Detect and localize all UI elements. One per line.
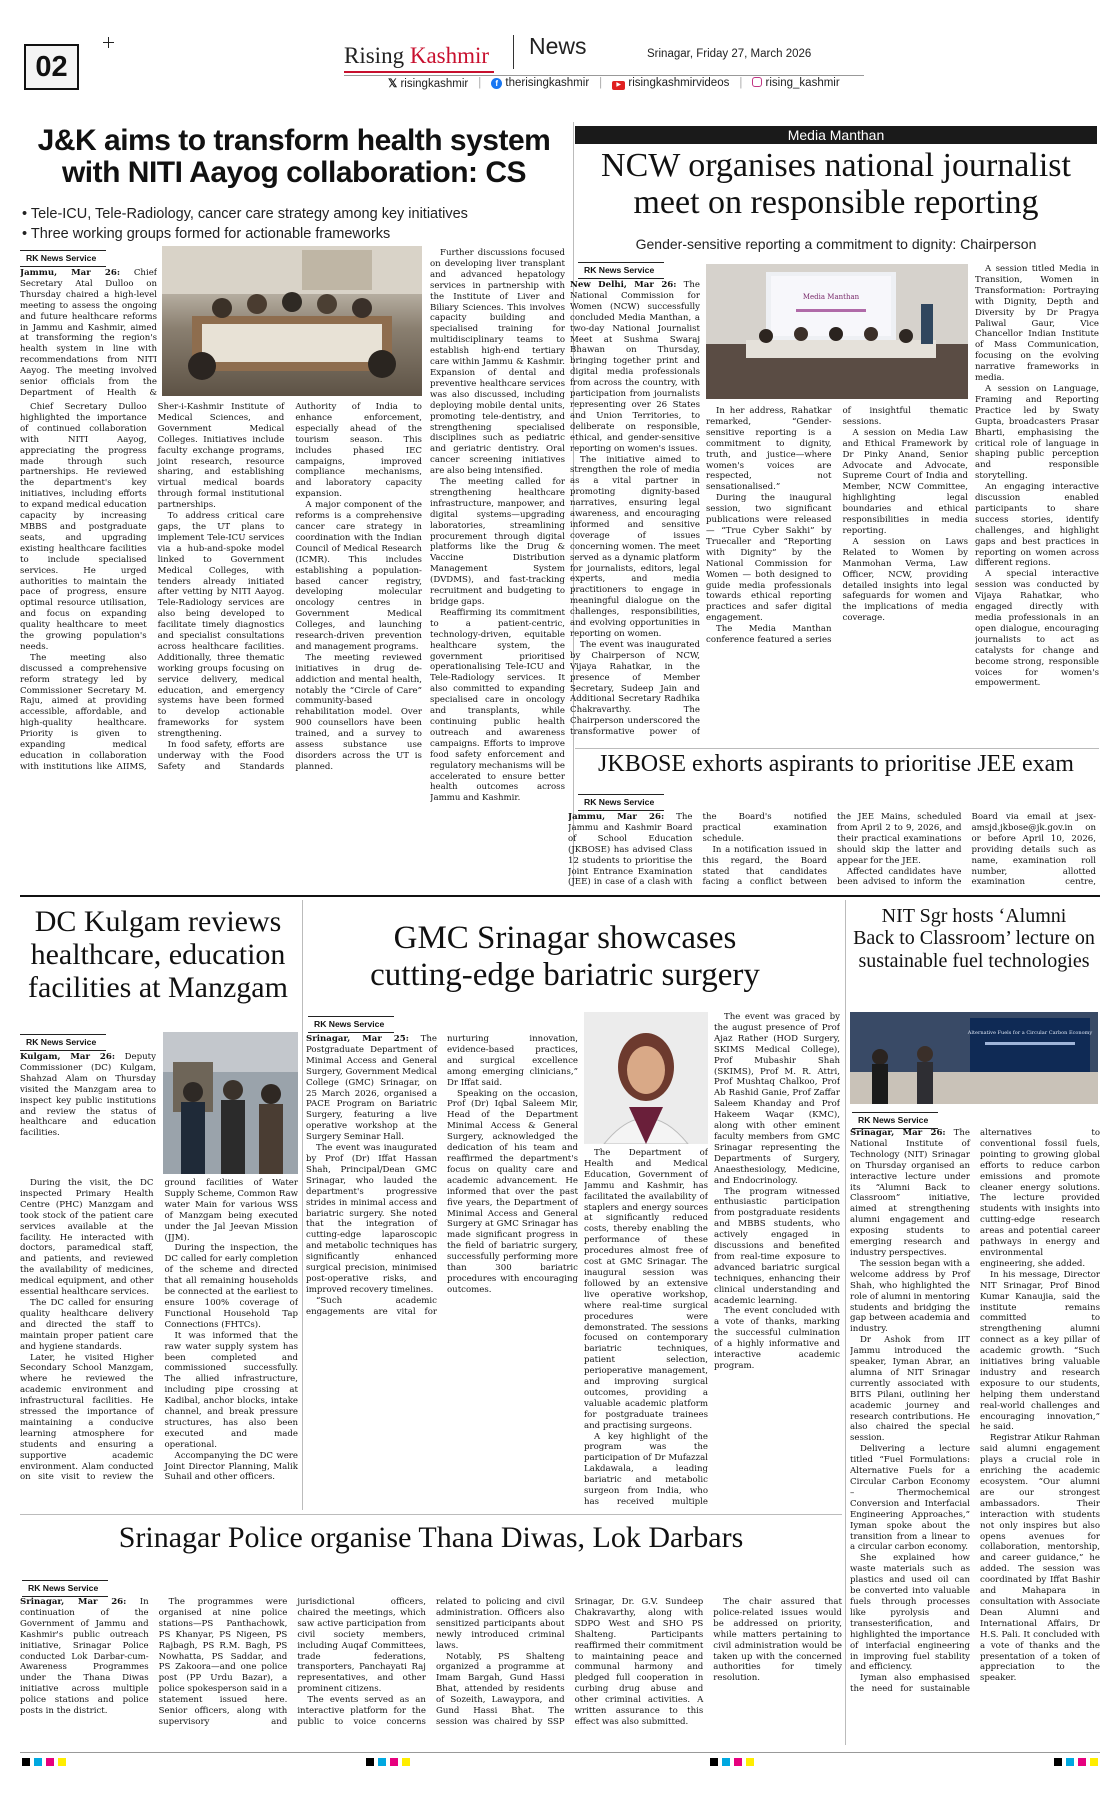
article-jk-health-bullets — [22, 204, 562, 244]
article-ncw-subhead: Gender-sensitive reporting a commitment to dignity: Chairperson — [635, 236, 1037, 252]
photo-slide-text: Alternative Fuels for a Circular Carbon Economy — [967, 1030, 1093, 1036]
article-jk-health-body-c: Further discussions focused on developing liver transplant and advanced hepatology services in partnership with the Institute of Liver and Biliary Sciences. This involves capacity building and specialised training for multidisciplinary teams to establish high-end tertiary care within Jammu & Kashmir. Expansion of dental and preventive healthcare services was also discussed, including deploying mobile dental units, promoting tele-dentistry, and strengthening specialised disciplines such as pediatric and geriatric dentistry. Oral cancer screening initiatives are also being intensified. The meeting called for strengthening healthcare infrastructure, manpower, and digital systems—upgrading laboratories, streamlining procurement through digital platforms like the Drug & Vaccine Distribution Management System (DVDMS), and fast-tracking recruitment and budgeting to bridge gaps. Reaffirming its commitment to a patient-centric, technology-driven, equitable healthcare system, the government prioritised operationalising Tele-ICU and Tele-Radiology services. It also committed to expanding specialised care in oncology and transplants, while continuing public health outreach and awareness campaigns. Efforts to improve food safety enforcement and regulatory mechanisms will be accelerated to ensure better health outcomes across Jammu and Kashmir. — [430, 248, 565, 804]
bullet-2: • Three working groups formed for actionable frameworks — [22, 226, 391, 242]
facebook-social-link[interactable]: f therisingkashmir — [491, 77, 589, 89]
section-label: News — [529, 33, 587, 59]
article-dc-kulgam-body-a: Kulgam, Mar 26: Deputy Commissioner (DC) Kulgam, Shahzad Alam on Thursday visited the Manzgam area to inspect key public institutions and review the status of healthcare and education facilities. — [20, 1052, 156, 1139]
article-nit-photo — [850, 1012, 1098, 1104]
article-dc-kulgam-photo — [163, 1032, 298, 1174]
article-gmc-tag: RK News Service — [308, 1012, 394, 1033]
article-police-lead: Srinagar, Mar 26: — [20, 1597, 127, 1607]
section-rule — [575, 748, 1099, 749]
article-gmc-body-c: The event was graced by the august presence of Prof Ajaz Rather (HOD Surgery, SKIMS Medical College), Prof Mubashir Shah (SKIMS), Prof M. R. Attri, Prof Mushtaq Chalkoo, Prof Ab Rashid Ganie, Prof Zaffar Saleem Khanday and Prof Hakeem Waqar (KMC), along with other eminent faculty members from GMC Srinagar representing the Departments of Surgery, Anaesthesiology, Medicine, and Endocrinology. The program witnessed enthusiastic participation from postgraduate residents and MBBS students, who actively engaged in discussions and benefited from real-time exposure to advanced bariatric surgical techniques, enhancing their clinical understanding and academic learning. The event concluded with a vote of thanks, marking the successful culmination of a highly informative and interactive academic program. — [714, 1012, 840, 1371]
article-nit-body: Srinagar, Mar 26: The National Institute of Technology (NIT) Srinagar on Thursday organised an interactive lecture under its “Alumni Back to Classroom” initiative, aimed at strengthening alumni engagement and exposing students to emerging research and industry perspectives. The session began with a welcome address by Prof Shah, who highlighted the role of alumni in mentoring students and bridging the gap between academia and industry. Dr Ashok from IIT Jammu introduced the speaker, Iyman Abrar, an alumna of NIT Srinagar currently associated with BITS Pilani, outlining her academic journey and research contributions. He also chaired the special session. Delivering a lecture titled “Fuel Formulations: Alternative Fuels for a Circular Carbon Economy – Thermochemical Conversion and Interfacial Engineering Approaches,” Iyman spoke about the transition from a linear to a circular carbon economy. She explained how waste materials such as plastics and used oil can be converted into valuable fuels through processes like pyrolysis and transesterification, and highlighted the importance of interfacial engineering in improving fuel stability and efficiency. Iyman also emphasised the need for sustainable alternatives to conventional fossil fuels, pointing to growing global efforts to reduce carbon emissions and promote cleaner energy solutions. The lecture provided students with insights into cutting-edge research areas and potential career pathways in energy and environmental engineering, she added. In his message, Director NIT Srinagar, Prof Binod Kumar Kanaujia, said the institute remains committed to strengthening alumni connect as a key pillar of academic growth. “Such initiatives bring valuable industry and research exposure to our students, helping them understand real-world challenges and encouraging innovation,” he said. Registrar Atikur Rahman said alumni engagement plays a crucial role in enriching the academic ecosystem. “Our alumni are our strongest ambassadors. Their interaction with students not only inspires but also opens avenues for collaboration, mentorship, and career guidance,” he added. The session was coordinated by Iffat Bashir and Mahapara in consultation with Associate Dean Alumni and International Affairs, Dr H.S. Pali. It concluded with a vote of thanks and the presentation of a token of appreciation to the speaker. — [850, 1128, 1100, 1695]
article-police-headline: Srinagar Police organise Thana Diwas, Lok Darbars — [118, 1521, 744, 1554]
article-jk-health-headline: J&K aims to transform health system with NITI Aayog collaboration: CS — [37, 124, 551, 190]
article-jkbose-headline: JKBOSE exhorts aspirants to prioritise JEE exam — [598, 751, 1074, 777]
article-dc-kulgam-headline: DC Kulgam reviews healthcare, education facilities at Manzgam — [28, 905, 288, 1004]
footer-rule — [20, 1752, 1100, 1753]
instagram-icon — [752, 77, 762, 87]
facebook-icon: f — [491, 78, 502, 89]
article-dc-kulgam-lead: Kulgam, Mar 26: — [20, 1052, 116, 1062]
page-rule — [20, 895, 1100, 897]
article-nit-tag: RK News Service — [852, 1108, 938, 1129]
x-icon: 𝕏 — [388, 78, 398, 90]
article-jk-health-photo — [162, 246, 422, 396]
plus-icon — [103, 37, 114, 48]
article-police-body: Srinagar, Mar 26: In continuation of the Government of Jammu and Kashmir's public outreach initiative, Srinagar Police conducted Lok Darbar-cum-Awareness Programmes under the Thana Diwas initiative across multiple police stations and police posts in the district. The programmes were organised at nine police stations—PS Panthachowk, PS Khanyar, PS Nigeen, PS Rajbagh, PS R.M. Bagh, PS Nowhatta, PS Saddar, and PS Zakoora—and one police post (PP Urdu Bazar), a police spokesperson said in a statement issued here. Senior officers, along with supervisory and jurisdictional officers, chaired the meetings, which saw active participation from civil society members, including Auqaf Committees, trade federations, transporters, Panchayati Raj representatives, and other prominent citizens. The events served as an interactive platform for the public to voice concerns related to policing and civil administration. Officers also sensitized participants about newly introduced criminal laws. Notably, PS Shalteng organized a programme at Imam Bargah, Gund Hassi Bhat, attended by residents of Sozeith, Lawaypora, and Gund Hassi Bhat. The session was chaired by SSP Srinagar, Dr. G.V. Sundeep Chakravarthy, along with SDPO West and SHO PS Shalteng. Participants reaffirmed their commitment to maintaining peace and communal harmony and pledged full cooperation in curbing drug abuse and other criminal activities. A written assurance to this effect was also submitted. The chair assured that police-related issues would be addressed on priority, while matters pertaining to civil administration would be taken up with the concerned authorities for timely resolution. — [20, 1597, 842, 1727]
article-ncw-photo — [706, 264, 968, 399]
article-police-tag: RK News Service — [22, 1576, 108, 1597]
x-social-link[interactable]: 𝕏 risingkashmir — [388, 78, 469, 90]
brand-rising: Rising — [344, 43, 405, 68]
article-ncw-tag: RK News Service — [578, 258, 664, 279]
article-dc-kulgam-tag: RK News Service — [20, 1030, 106, 1051]
masthead-divider — [513, 35, 514, 69]
article-jk-health-body-a: Jammu, Mar 26: Chief Secretary Atal Dulloo on Thursday chaired a high-level meeting to assess the ongoing and future healthcare reforms in Jammu and Kashmir, aimed at transforming the region's health system in line with recommendations from NITI Aayog. The meeting involved senior officials from the Department of Health & — [20, 268, 157, 398]
social-bar: 𝕏 risingkashmir | f therisingkashmir | ▶ risingkashmirvideos | rising_kashmir — [388, 76, 840, 90]
article-ncw-body-b: In her address, Rahatkar remarked, “Gender-sensitive reporting is a commitment to dignity, truth, and justice—where women's voices are respected, not sensationalised.” During the inaugural session, two significant publications were released — “True Cyber Sakhi” by Truecaller and “Reporting with Dignity” by the National Commission for Women — both designed to guide media professionals towards ethical reporting practices and safer digital engagement. The Media Manthan conference featured a series of insightful thematic sessions. A session on Media Law and Ethical Framework by Dr Pinky Anand, Senior Advocate and Advocate, Supreme Court of India and Member, NCW Committee, highlighting legal boundaries and ethical responsibilities in media reporting. A session on Laws Related to Women by Manmohan Verma, Law Officer, NCW, providing detailed insights into legal safeguards for women and the implications of media coverage. — [706, 406, 968, 646]
article-dc-kulgam-body-b: During the visit, the DC inspected Primary Health Centre (PHC) Manzgam and took stock of the patient care services available at the facility. He interacted with doctors, paramedical staff, and patients, and reviewed the availability of medicines, medical equipment, and other essential healthcare services. The DC called for ensuring quality healthcare delivery and directed the staff to maintain proper patient care and hygiene standards. Later, he visited Higher Secondary School Manzgam, where he reviewed the academic environment and infrastructural facilities. He stressed the importance of maintaining a conducive learning atmosphere for students and ensuring a supportive academic environment. Alam conducted on site visit to review the ground facilities of Water Supply Scheme, Common Raw water Main for various WSS of Manzgam being executed under the Jal Jeevan Mission (JJM). During the inspection, the DC called for early completion of the scheme and directed that all remaining households be connected at the earliest to ensure 100% coverage of Functional Household Tap Connections (FHTCs). It was informed that the raw water supply system has been completed and commissioned successfully. The allied infrastructure, including pipe crossing at Kadibal, anchor blocks, intake channel, and break pressure structures, has also been executed and made operational. Accompanying the DC were Joint Director Planning, Malik Suhail and other officers. — [20, 1178, 298, 1483]
article-jk-health-body-b: Chief Secretary Dulloo highlighted the importance of continued collaboration with NITI Aayog, appreciating the progress made through such partnerships. He reviewed the department's key initiatives, including efforts to expand medical education capacity by increasing MBBS and postgraduate seats, and upgrading existing healthcare facilities to include specialised services. He urged authorities to maintain the pace of progress, ensure optimal resource utilisation, and focus on expanding quality healthcare to meet the growing population's needs. The meeting also discussed a comprehensive reform strategy led by Commissioner Secretary M. Raju, aimed at providing accessible, affordable, and high-quality healthcare. Priority is given to expanding medical education in collaboration with institutions like AIIMS, Sher-i-Kashmir Institute of Medical Sciences, and Government Medical Colleges. Initiatives include faculty exchange programs, joint research, resource sharing, and establishing virtual medical boards through formal institutional partnerships. To address critical care gaps, the UT plans to implement Tele-ICU services via a hub-and-spoke model linked to Government Medical Colleges, with tenders already initiated after vetting by NITI Aayog. Tele-Radiology services are also being developed to facilitate timely diagnostics and specialist consultations across healthcare facilities. Additionally, three thematic working groups focusing on service delivery, medical education, and emergency systems have been formed to develop actionable frameworks for system strengthening. In food safety, efforts are underway with the Food Safety and Standards Authority of India to enhance enforcement, especially ahead of the tourism season. This includes phased IEC campaigns, improved compliance mechanisms, and laboratory capacity expansion. A major component of the reforms is a comprehensive cancer care strategy in coordination with the Indian Council of Medical Research (ICMR). This includes establishing a population-based cancer registry, developing molecular oncology centres in Government Medical Colleges, and launching research-driven prevention and management programs. The meeting reviewed initiatives in drug de-addiction and mental health, notably the “Circle of Care” community-based rehabilitation model. Over 900 counsellors have been trained, and a survey to assess substance use disorders across the UT is planned. — [20, 402, 422, 772]
brand-kashmir: Kashmir — [409, 43, 490, 68]
article-jk-health-lead: Jammu, Mar 26: — [20, 268, 121, 278]
article-ncw-body-c: A session titled Media in Transition, Women in Transformation: Portraying with Dignity, Depth and Diversity by Dr Pragya Paliwal Gaur, Vice Chancellor Indian Institute of Mass Communication, focusing on the evolving narrative frameworks in media. A session on Language, Framing and Reporting Practice led by Swaty Gupta, broadcasters Prasar Bharti, emphasising the critical role of language in shaping public perception and responsible storytelling. An engaging interactive discussion enabled participants to share success stories, identify challenges, and highlight gaps and best practices in reporting on women across different regions. A special interactive session was conducted by Vijaya Rahatkar, who engaged directly with media professionals in an open dialogue, encouraging journalists to act as catalysts for change and become strong, responsible voices for women's empowerment. — [975, 264, 1099, 689]
bullet-1: • Tele-ICU, Tele-Radiology, cancer care strategy among key initiatives — [22, 206, 468, 222]
dateline: Srinagar, Friday 27, March 2026 — [647, 48, 812, 60]
youtube-social-link[interactable]: ▶ risingkashmirvideos — [612, 77, 729, 90]
article-gmc-headline: GMC Srinagar showcases cutting-edge bariatric surgery — [370, 920, 760, 993]
page-number: 02 — [35, 50, 68, 83]
article-ncw-body-a: New Delhi, Mar 26: The National Commission for Women (NCW) successfully concluded Media Manthan, a two-day National Journalist Meet at Sushma Swaraj Bhawan on Thursday, bringing together print and digital media professionals from across the country, with participation from journalists representing over 26 States and Union Territories, to deliberate on responsible, ethical, and gender-sensitive reporting on women's issues. The initiative aimed to strengthen the role of media as a vital partner in promoting dignity-based narratives, ensuring legal awareness, and encouraging informed and sensitive coverage of issues concerning women. The meet served as a dynamic platform for journalists, editors, legal experts, and media practitioners to engage in meaningful dialogue on the challenges, responsibilities, and evolving opportunities in reporting on women. The event was inaugurated by Chairperson of NCW, Vijaya Rahatkar, in the presence of Member Secretary, Sudeep Jain and Additional Secretary Radhika Chakravarthy. The Chairperson underscored the transformative power of — [570, 280, 700, 738]
article-jk-health-tag: RK News Service — [20, 246, 106, 267]
article-ncw-lead: New Delhi, Mar 26: — [570, 280, 677, 290]
page-number-box — [24, 44, 79, 90]
article-nit-lead: Srinagar, Mar 26: — [850, 1128, 946, 1138]
brand-underline — [344, 71, 494, 73]
article-ncw-headline: NCW organises national journalist meet on responsible reporting — [601, 147, 1071, 221]
article-jkbose-lead: Jammu, Mar 26: — [568, 812, 665, 822]
column-divider — [845, 900, 846, 1745]
article-nit-headline: NIT Sgr hosts ‘Alumni Back to Classroom’ lecture on sustainable fuel technologies — [853, 905, 1095, 972]
registration-color-bar — [20, 1756, 1100, 1768]
article-gmc-body-a: Srinagar, Mar 25: The Postgraduate Department of Minimal Access and General Surgery, Government Medical College (GMC) Srinagar, on 25 March 2026, organised a PACE Program on Bariatric Surgery, featuring a live operative workshop at the Surgery Seminar Hall. The event was inaugurated by Prof (Dr) Iffat Hassan Shah, Principal/Dean GMC Srinagar, who lauded the department's progressive strides in minimal access and bariatric surgery. She noted that the integration of cutting-edge laparoscopic and metabolic techniques has significantly enhanced surgical precision, minimised post-operative risks, and improved recovery timelines. “Such academic engagements are vital for nurturing innovation, evidence-based practices, and surgical excellence among emerging clinicians,” Dr Iffat said. Speaking on the occasion, Prof (Dr) Iqbal Saleem Mir, Head of the Department Minimal Access & General Surgery, acknowledged the dedication of his team and reaffirmed the department's focus on quality care and academic advancement. He informed that over the past five years, the Department of Minimal Access and General Surgery at GMC Srinagar has made significant progress in the field of bariatric surgery, successfully performing more than 300 bariatric procedures with encouraging outcomes. — [306, 1034, 578, 1317]
article-gmc-lead: Srinagar, Mar 25: — [306, 1034, 409, 1044]
youtube-icon: ▶ — [612, 81, 625, 90]
article-gmc-photo — [584, 1012, 708, 1144]
column-divider — [302, 900, 303, 1510]
article-jkbose-tag: RK News Service — [578, 790, 664, 811]
photo-banner-text: Media Manthan — [802, 293, 860, 301]
brand-logo[interactable] — [344, 43, 489, 69]
article-ncw-kicker: Media Manthan — [575, 126, 1097, 144]
instagram-social-link[interactable]: rising_kashmir — [752, 77, 839, 89]
section-rule — [20, 1514, 842, 1515]
article-gmc-body-b: The Department of Health and Medical Education, Government of Jammu and Kashmir, has facilitated the availability of staplers and energy sources at significantly reduced costs, thereby enabling the performance of these procedures almost free of cost at GMC Srinagar. The inaugural session was followed by an extensive live operative workshop, where real-time surgical procedures were demonstrated. The sessions focused on contemporary bariatric techniques, patient selection, perioperative management, and improving surgical outcomes, providing a valuable academic platform for postgraduate trainees and practising surgeons. A key highlight of the program was the participation of Dr Mufazzal Lakdawala, a leading bariatric and metabolic surgeon from India, who has received multiple — [584, 1148, 708, 1507]
article-jkbose-body: Jammu, Mar 26: The Jammu and Kashmir Board of School Education (JKBOSE) has advised Class 12 students to prioritise the Joint Entrance Examination (JEE) in case of a clash with the Board's notified practical examination schedule. In a notification issued in this regard, the Board stated that candidates facing a conflict between the JEE Mains, scheduled from April 2 to 9, 2026, and their practical examinations should skip the latter and appear for the JEE. Affected candidates have been advised to inform the Board via email at jsex-amsjd.jkbose@jk.gov.in on or before April 10, 2026, providing details such as name, examination roll number, allotted examination centre, — [568, 812, 1096, 888]
